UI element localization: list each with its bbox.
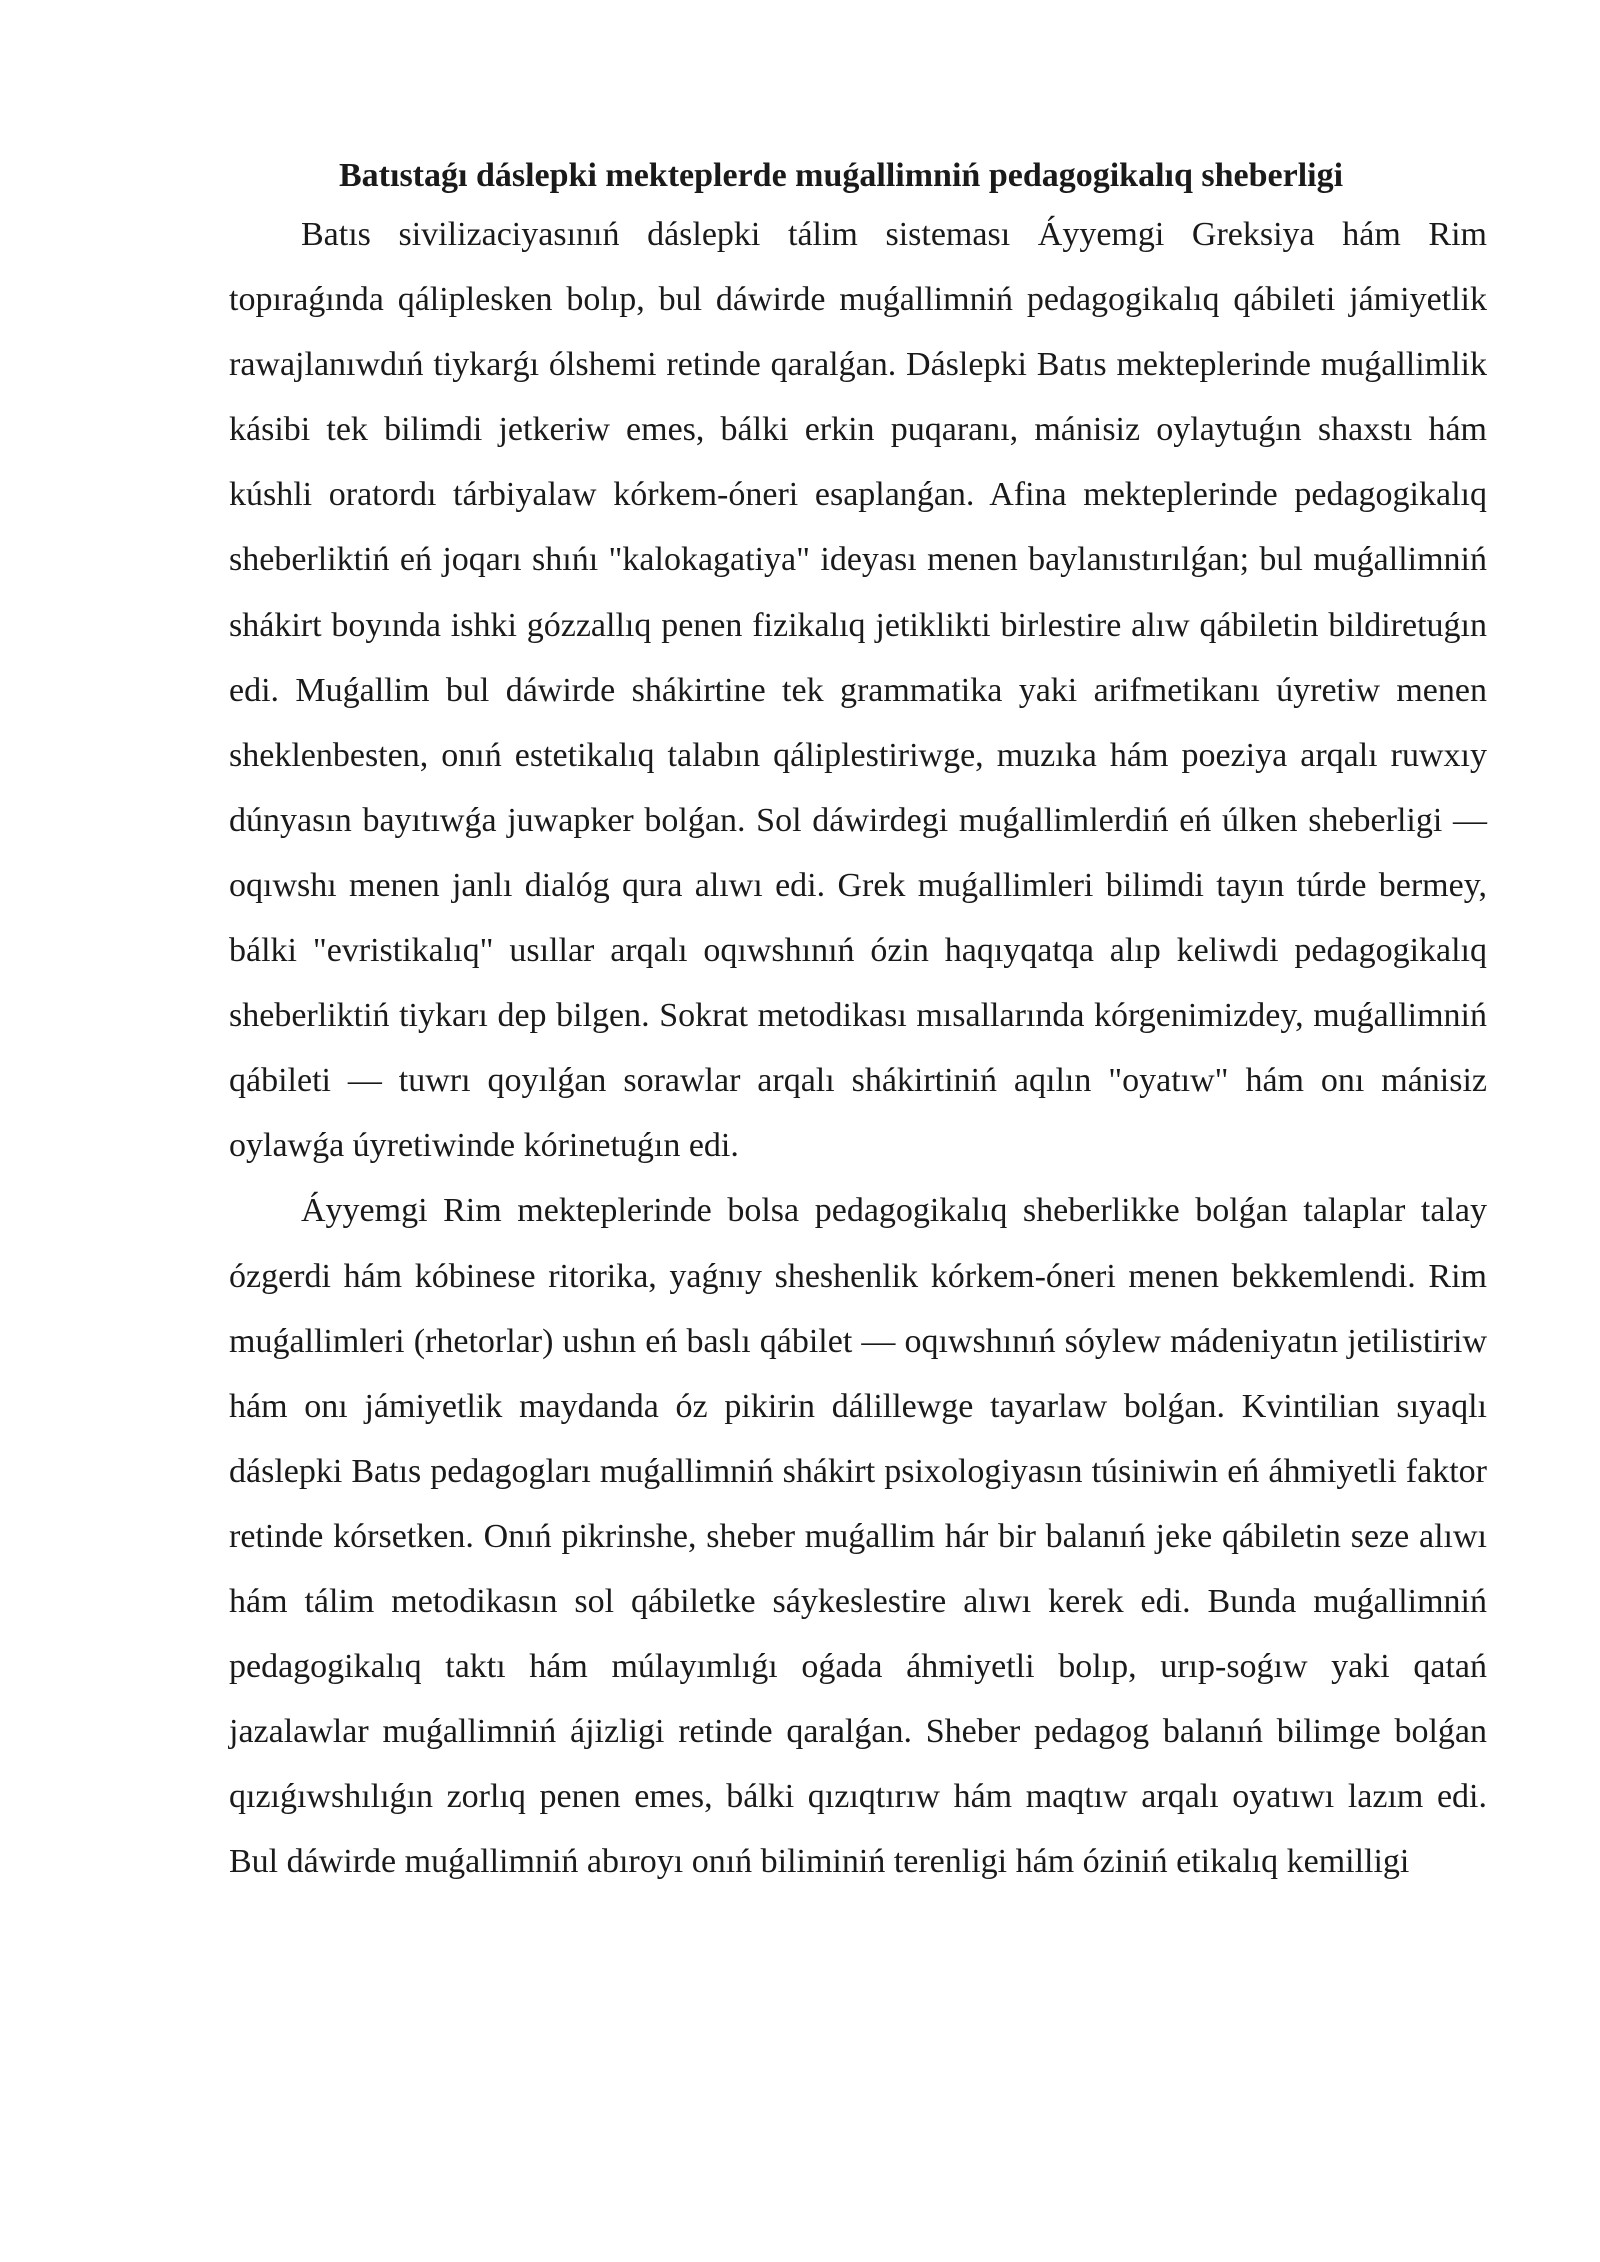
document-page	[229, 150, 1487, 1894]
paragraph-1: Batıs sivilizaciyasınıń dáslepki tálim sisteması Áyyemgi Greksiya hám Rim topıraǵında qáliplesken bolıp, bul dáwirde muǵallimniń pedagogikalıq qábileti jámiyetlik rawajlanıwdıń tiykarǵı ólshemi retinde qaralǵan. Dáslepki Batıs mekteplerinde muǵallimlik kásibi tek bilimdi jetkeriw emes, bálki erkin puqaranı, mánisiz oylaytuǵın shaxstı hám kúshli oratordı tárbiyalaw kórkem-óneri esaplanǵan. Afina mekteplerinde pedagogikalıq sheberliktiń eń joqarı shıńı "kalokagatiya" ideyası menen baylanıstırılǵan; bul muǵallimniń shákirt boyında ishki gózzallıq penen fizikalıq jetiklikti birlestire alıw qábiletin bildiretuǵın edi. Muǵallim bul dáwirde shákirtine tek grammatika yaki arifmetikanı úyretiw menen sheklenbesten, onıń estetikalıq talabın qáliplestiriwge, muzıka hám poeziya arqalı ruwxıy dúnyasın bayıtıwǵa juwapker bolǵan. Sol dáwirdegi muǵallimlerdiń eń úlken sheberligi — oqıwshı menen janlı dialóg qura alıwı edi. Grek muǵallimleri bilimdi tayın túrde bermey, bálki "evristikalıq" usıllar arqalı oqıwshınıń ózin haqıyqatqa alıp keliwdi pedagogikalıq sheberliktiń tiykarı dep bilgen. Sokrat metodikası mısallarında kórgenimizdey, muǵallimniń qábileti — tuwrı qoyılǵan sorawlar arqalı shákirtiniń aqılın "oyatıw" hám onı mánisiz oylawǵa úyretiwinde kórinetuǵın edi.	[229, 216, 1487, 1165]
document-title: Batıstaǵı dáslepki mekteplerde muǵallimniń pedagogikalıq sheberligi	[339, 157, 1344, 194]
paragraph-2: Áyyemgi Rim mekteplerinde bolsa pedagogikalıq sheberlikke bolǵan talaplar talay ózgerdi hám kóbinese ritorika, yaǵnıy sheshenlik kórkem-óneri menen bekkemlendi. Rim muǵallimleri (rhetorlar) ushın eń baslı qábilet — oqıwshınıń sóylew mádeniyatın jetilistiriw hám onı jámiyetlik maydanda óz pikirin dálillewge tayarlaw bolǵan. Kvintilian sıyaqlı dáslepki Batıs pedagogları muǵallimniń shákirt psixologiyasın túsiniwin eń áhmiyetli faktor retinde kórsetken. Onıń pikrinshe, sheber muǵallim hár bir balanıń jeke qábiletin seze alıwı hám tálim metodikasın sol qábiletke sáykeslestire alıwı kerek edi. Bunda muǵallimniń pedagogikalıq taktı hám múlayımlıǵı oǵada áhmiyetli bolıp, urıp-soǵıw yaki qatań jazalawlar muǵallimniń ájizligi retinde qaralǵan. Sheber pedagog balanıń bilimge bolǵan qızıǵıwshılıǵın zorlıq penen emes, bálki qızıqtırıw hám maqtıw arqalı oyatıwı lazım edi. Bul dáwirde muǵallimniń abıroyı onıń biliminiń terenligi hám óziniń etikalıq kemilligi	[229, 1192, 1487, 1881]
